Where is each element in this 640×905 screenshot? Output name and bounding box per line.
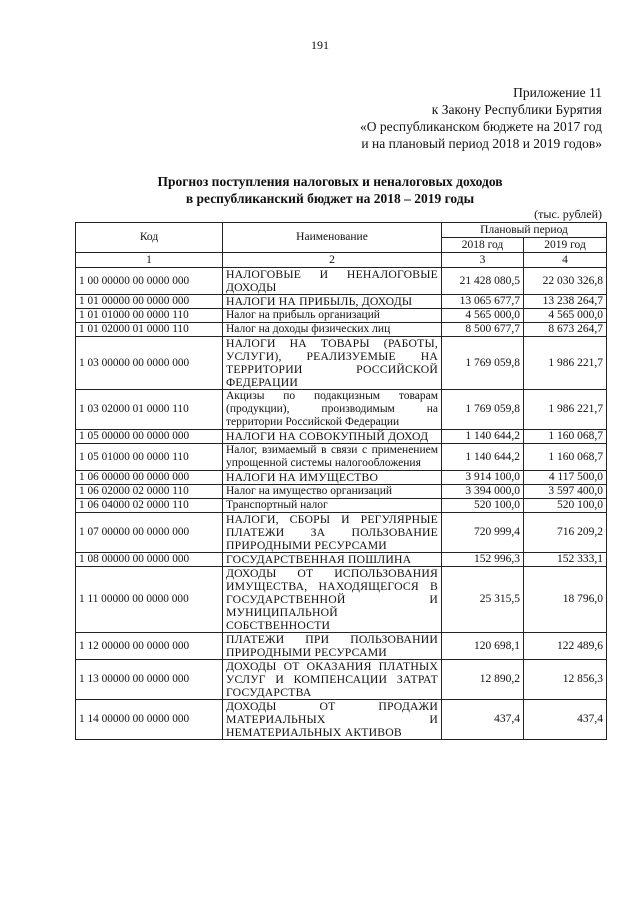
document-title: [80, 173, 580, 207]
header-name: Наименование: [223, 223, 442, 253]
income-code-cell: 1 11 00000 00 0000 000: [76, 567, 223, 633]
value-2019-cell: 1 160 068,7: [524, 444, 607, 471]
table-row: [76, 268, 607, 295]
appendix-line: Приложение 11: [513, 85, 602, 100]
table-row: [76, 323, 607, 337]
income-name-cell: Налог, взимаемый в связи с применением упрощенной системы налогообложения: [223, 444, 442, 471]
value-2019-cell: 4 565 000,0: [524, 309, 607, 323]
title-line: в республиканский бюджет на 2018 – 2019 годы: [185, 191, 475, 206]
table-row: [76, 485, 607, 499]
appendix-line: и на плановый период 2018 и 2019 годов»: [361, 136, 602, 151]
income-code-cell: 1 06 04000 02 0000 110: [76, 499, 223, 513]
income-name-cell: НАЛОГИ НА ИМУЩЕСТВО: [223, 471, 442, 485]
value-2018-cell: 720 999,4: [442, 513, 524, 553]
table-row: [76, 337, 607, 390]
income-name-cell: НАЛОГОВЫЕ И НЕНАЛОГОВЫЕ ДОХОДЫ: [223, 268, 442, 295]
table-row: [76, 295, 607, 309]
value-2019-cell: 1 986 221,7: [524, 337, 607, 390]
income-code-cell: 1 13 00000 00 0000 000: [76, 660, 223, 700]
income-code-cell: 1 01 01000 00 0000 110: [76, 309, 223, 323]
income-name-cell: ГОСУДАРСТВЕННАЯ ПОШЛИНА: [223, 553, 442, 567]
value-2018-cell: 3 394 000,0: [442, 485, 524, 499]
income-name-cell: ПЛАТЕЖИ ПРИ ПОЛЬЗОВАНИИ ПРИРОДНЫМИ РЕСУРСАМИ: [223, 633, 442, 660]
income-name-cell: Акцизы по подакцизным товарам (продукции), производимым на территории Российской Федерации: [223, 390, 442, 430]
income-code-cell: 1 01 00000 00 0000 000: [76, 295, 223, 309]
header-year-2018: 2018 год: [442, 238, 524, 253]
title-line: Прогноз поступления налоговых и неналоговых доходов: [157, 174, 503, 189]
income-code-cell: 1 03 00000 00 0000 000: [76, 337, 223, 390]
value-2019-cell: 152 333,1: [524, 553, 607, 567]
table-row: [76, 633, 607, 660]
income-code-cell: 1 06 00000 00 0000 000: [76, 471, 223, 485]
column-number: 2: [223, 253, 442, 268]
value-2018-cell: 4 565 000,0: [442, 309, 524, 323]
table-row: [76, 390, 607, 430]
table-row: [76, 309, 607, 323]
table-row: [76, 471, 607, 485]
header-year-2019: 2019 год: [524, 238, 607, 253]
income-code-cell: 1 05 01000 00 0000 110: [76, 444, 223, 471]
income-code-cell: 1 06 02000 02 0000 110: [76, 485, 223, 499]
value-2019-cell: 716 209,2: [524, 513, 607, 553]
income-code-cell: 1 07 00000 00 0000 000: [76, 513, 223, 553]
revenue-forecast-table: [75, 222, 607, 740]
value-2019-cell: 1 986 221,7: [524, 390, 607, 430]
appendix-reference: [360, 84, 602, 152]
table-row: [76, 553, 607, 567]
appendix-line: «О республиканском бюджете на 2017 год: [359, 119, 602, 134]
income-code-cell: 1 01 02000 01 0000 110: [76, 323, 223, 337]
income-name-cell: Налог на доходы физических лиц: [223, 323, 442, 337]
table-row: [76, 499, 607, 513]
header-code: Код: [76, 223, 223, 253]
appendix-line: к Закону Республики Бурятия: [431, 102, 602, 117]
value-2018-cell: 520 100,0: [442, 499, 524, 513]
value-2019-cell: 437,4: [524, 700, 607, 740]
column-number: 1: [76, 253, 223, 268]
value-2018-cell: 1 140 644,2: [442, 430, 524, 444]
income-code-cell: 1 05 00000 00 0000 000: [76, 430, 223, 444]
value-2018-cell: 12 890,2: [442, 660, 524, 700]
income-name-cell: Налог на имущество организаций: [223, 485, 442, 499]
income-name-cell: ДОХОДЫ ОТ ОКАЗАНИЯ ПЛАТНЫХ УСЛУГ И КОМПЕНСАЦИИ ЗАТРАТ ГОСУДАРСТВА: [223, 660, 442, 700]
income-name-cell: ДОХОДЫ ОТ ПРОДАЖИ МАТЕРИАЛЬНЫХ И НЕМАТЕРИАЛЬНЫХ АКТИВОВ: [223, 700, 442, 740]
value-2019-cell: 1 160 068,7: [524, 430, 607, 444]
column-number: 4: [524, 253, 607, 268]
value-2019-cell: 3 597 400,0: [524, 485, 607, 499]
value-2018-cell: 152 996,3: [442, 553, 524, 567]
income-name-cell: НАЛОГИ, СБОРЫ И РЕГУЛЯРНЫЕ ПЛАТЕЖИ ЗА ПОЛЬЗОВАНИЕ ПРИРОДНЫМИ РЕСУРСАМИ: [223, 513, 442, 553]
value-2019-cell: 13 238 264,7: [524, 295, 607, 309]
value-2018-cell: 8 500 677,7: [442, 323, 524, 337]
units-label: (тыс. рублей): [534, 207, 602, 221]
income-name-cell: НАЛОГИ НА ПРИБЫЛЬ, ДОХОДЫ: [223, 295, 442, 309]
value-2018-cell: 1 769 059,8: [442, 390, 524, 430]
page-number: 191: [311, 38, 329, 52]
value-2019-cell: 18 796,0: [524, 567, 607, 633]
header-planned-period: Плановый период: [442, 223, 607, 238]
income-code-cell: 1 08 00000 00 0000 000: [76, 553, 223, 567]
table-row: [76, 444, 607, 471]
column-number: 3: [442, 253, 524, 268]
value-2019-cell: 8 673 264,7: [524, 323, 607, 337]
table-row: [76, 700, 607, 740]
table-row: [76, 513, 607, 553]
value-2018-cell: 120 698,1: [442, 633, 524, 660]
income-name-cell: Транспортный налог: [223, 499, 442, 513]
income-name-cell: Налог на прибыль организаций: [223, 309, 442, 323]
value-2018-cell: 1 140 644,2: [442, 444, 524, 471]
income-code-cell: 1 12 00000 00 0000 000: [76, 633, 223, 660]
table-body: [76, 268, 607, 740]
value-2019-cell: 12 856,3: [524, 660, 607, 700]
value-2018-cell: 3 914 100,0: [442, 471, 524, 485]
value-2019-cell: 122 489,6: [524, 633, 607, 660]
value-2019-cell: 4 117 500,0: [524, 471, 607, 485]
table-row: [76, 660, 607, 700]
value-2018-cell: 25 315,5: [442, 567, 524, 633]
value-2018-cell: 1 769 059,8: [442, 337, 524, 390]
value-2018-cell: 21 428 080,5: [442, 268, 524, 295]
income-name-cell: НАЛОГИ НА ТОВАРЫ (РАБОТЫ, УСЛУГИ), РЕАЛИЗУЕМЫЕ НА ТЕРРИТОРИИ РОССИЙСКОЙ ФЕДЕРАЦИИ: [223, 337, 442, 390]
income-code-cell: 1 00 00000 00 0000 000: [76, 268, 223, 295]
value-2018-cell: 13 065 677,7: [442, 295, 524, 309]
income-code-cell: 1 14 00000 00 0000 000: [76, 700, 223, 740]
value-2019-cell: 520 100,0: [524, 499, 607, 513]
value-2019-cell: 22 030 326,8: [524, 268, 607, 295]
income-code-cell: 1 03 02000 01 0000 110: [76, 390, 223, 430]
value-2018-cell: 437,4: [442, 700, 524, 740]
income-name-cell: ДОХОДЫ ОТ ИСПОЛЬЗОВАНИЯ ИМУЩЕСТВА, НАХОДЯЩЕГОСЯ В ГОСУДАРСТВЕННОЙ И МУНИЦИПАЛЬНОЙ СОБСТВЕННОСТИ: [223, 567, 442, 633]
income-name-cell: НАЛОГИ НА СОВОКУПНЫЙ ДОХОД: [223, 430, 442, 444]
table-row: [76, 430, 607, 444]
table-row: [76, 567, 607, 633]
